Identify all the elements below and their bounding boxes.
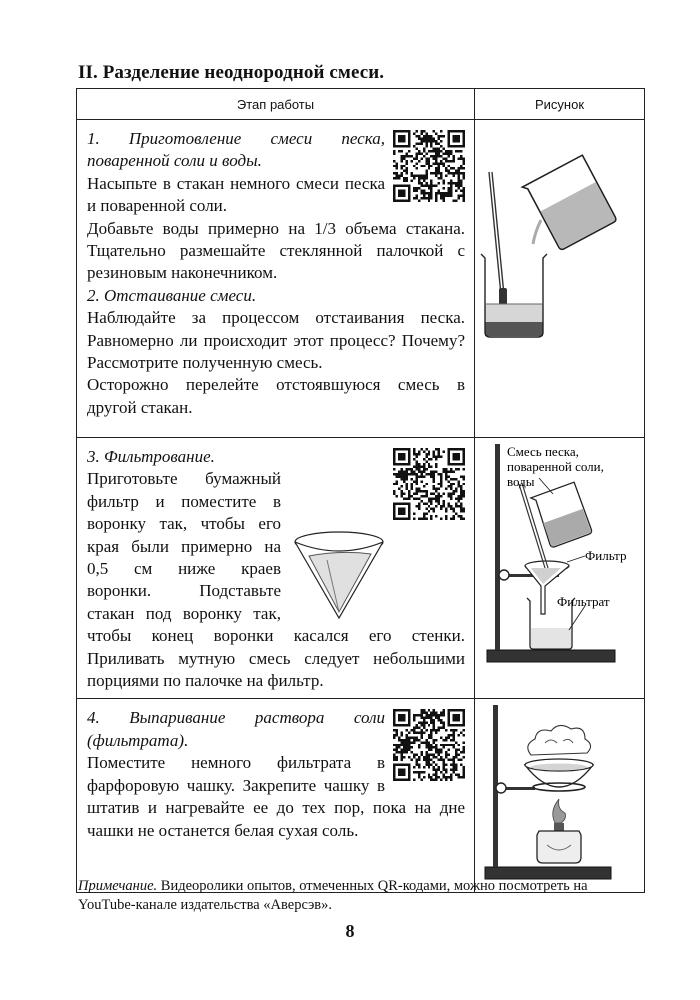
step-text: Наблюдайте за процессом отстаивания песка. Равномерно ли происходит этот процесс? Почему? Рассмотрите полученную смесь. bbox=[87, 308, 465, 373]
stage-cell bbox=[77, 699, 475, 893]
qr-code-icon[interactable] bbox=[393, 130, 465, 202]
header-figure: Рисунок bbox=[475, 89, 645, 120]
header-stage: Этап работы bbox=[77, 89, 475, 120]
step-text: Осторожно перелейте отстоявшуюся смесь в другой стакан. bbox=[87, 375, 465, 417]
paper-filter-icon bbox=[289, 530, 389, 622]
mixing-figure bbox=[475, 120, 643, 436]
note-text: Видеоролики опытов, отмеченных QR-кодами, можно посмотреть на YouTube-канале издательства «Аверсэв». bbox=[78, 878, 588, 913]
step-title: 1. Приготовление смеси песка, поваренной соли и воды. bbox=[87, 129, 385, 171]
label-filter: Фильтр bbox=[585, 548, 627, 563]
label-mixture: поваренной соли, bbox=[507, 459, 604, 474]
footnote bbox=[78, 877, 648, 915]
section-title: II. Разделение неоднородной смеси. bbox=[78, 62, 385, 83]
step-text: Приготовьте бумажный фильтр и поместите в воронку так, чтобы его края были примерно на 0,5 см ниже краев воронки. Подставьте стакан под воронку так, чтобы конец воронки касался его стенки. Приливать мутную смесь следует небольшими порциями по палочке на фильтр. bbox=[87, 469, 465, 691]
pouring-beaker bbox=[522, 155, 617, 252]
evaporation-figure bbox=[475, 699, 643, 891]
step-text: Насыпьте в стакан немного смеси песка и поваренной соли. bbox=[87, 173, 385, 216]
mixing-beaker bbox=[481, 254, 547, 337]
steps-table bbox=[76, 88, 645, 893]
table-row bbox=[77, 438, 645, 699]
stage-cell bbox=[77, 120, 475, 438]
stage-cell bbox=[77, 438, 475, 699]
step-text: Поместите немного фильтрата в фарфоровую чашку. Закрепите чашку в штатив и нагревайте ее до тех пор, пока на дне чашки не останется белая сухая соль. bbox=[87, 753, 465, 840]
figure-cell bbox=[475, 699, 645, 893]
qr-code-icon[interactable] bbox=[393, 709, 465, 781]
figure-cell bbox=[475, 438, 645, 699]
table-header-row bbox=[77, 89, 645, 120]
label-filtrate: Фильтрат bbox=[557, 594, 610, 609]
page-number: 8 bbox=[345, 921, 355, 941]
label-mixture: Смесь песка, bbox=[507, 444, 579, 459]
table-row bbox=[77, 120, 645, 438]
filtration-figure bbox=[475, 438, 643, 674]
step-title: 3. Фильтрование. bbox=[87, 447, 215, 466]
step-text: Добавьте воды примерно на 1/3 объема стакана. Тщательно размешайте стеклянной палочкой с резиновым наконечником. bbox=[87, 218, 465, 283]
step-title: 2. Отстаивание смеси. bbox=[87, 285, 257, 305]
step-title: 4. Выпаривание раствора соли (фильтрата). bbox=[87, 708, 385, 750]
qr-code-icon[interactable] bbox=[393, 448, 465, 520]
label-mixture: воды bbox=[507, 474, 535, 489]
table-row bbox=[77, 699, 645, 893]
figure-cell bbox=[475, 120, 645, 438]
note-label: Примечание. bbox=[78, 878, 158, 894]
